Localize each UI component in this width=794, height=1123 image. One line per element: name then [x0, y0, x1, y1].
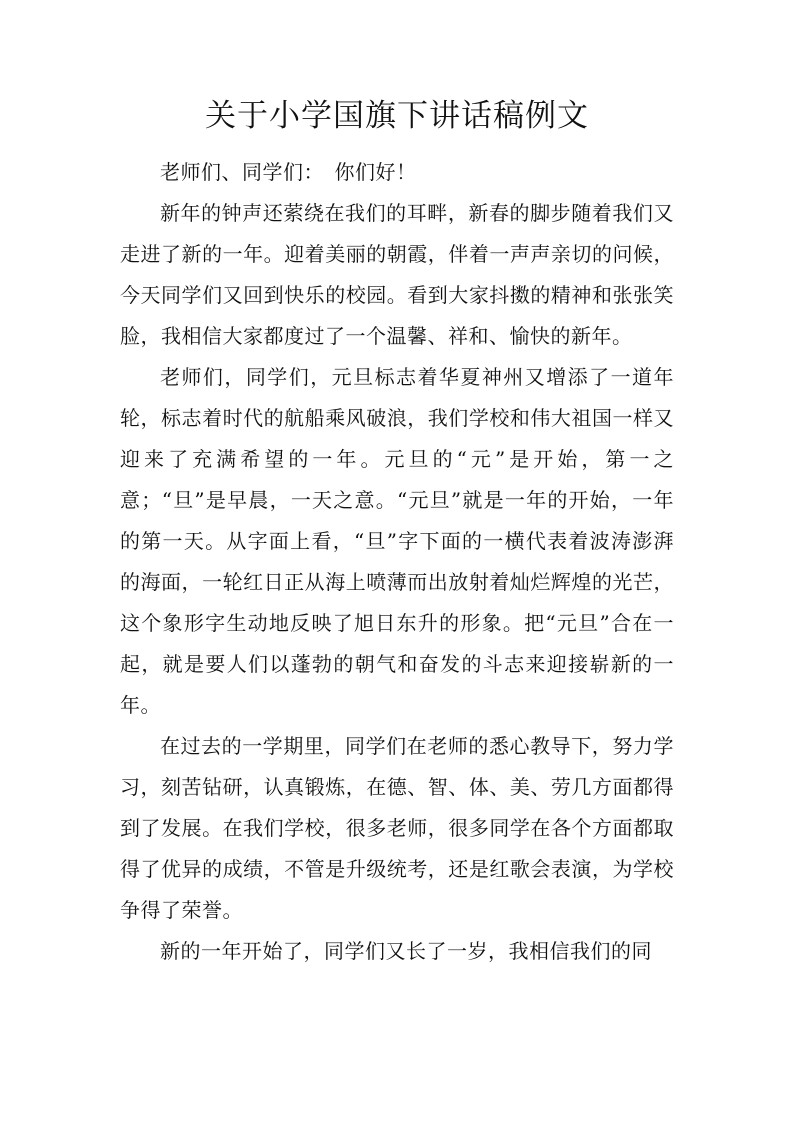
document-body: [120, 152, 674, 972]
paragraph-3: 在过去的一学期里，同学们在老师的悉心教导下，努力学习，刻苦钻研，认真锻炼，在德、智、体、美、劳几方面都得到了发展。在我们学校，很多老师，很多同学在各个方面都取得了优异的成绩，不管是升级统考，还是红歌会表演，为学校争得了荣誉。: [120, 734, 674, 922]
paragraph-4: 新的一年开始了，同学们又长了一岁，我相信我们的同: [160, 939, 652, 963]
document-title: 关于小学国旗下讲话稿例文: [205, 98, 589, 134]
paragraph-2: 老师们，同学们，元旦标志着华夏神州又增添了一道年轮，标志着时代的航船乘风破浪，我们学校和伟大祖国一样又迎来了充满希望的一年。元旦的“元”是开始，第一之意；“旦”是早晨，一天之意。“元旦”就是一年的开始，一年的第一天。从字面上看，“旦”字下面的一横代表着波涛澎湃的海面，一轮红日正从海上喷薄而出放射着灿烂辉煌的光芒，这个象形字生动地反映了旭日东升的形象。把“元旦”合在一起，就是要人们以蓬勃的朝气和奋发的斗志来迎接崭新的一年。: [120, 365, 674, 717]
paragraph-1: 新年的钟声还萦绕在我们的耳畔，新春的脚步随着我们又走进了新的一年。迎着美丽的朝霞，伴着一声声亲切的问候，今天同学们又回到快乐的校园。看到大家抖擞的精神和张张笑脸，我相信大家都度过了一个温馨、祥和、愉快的新年。: [120, 201, 674, 348]
greeting-line: 老师们、同学们： 你们好！: [160, 160, 417, 184]
